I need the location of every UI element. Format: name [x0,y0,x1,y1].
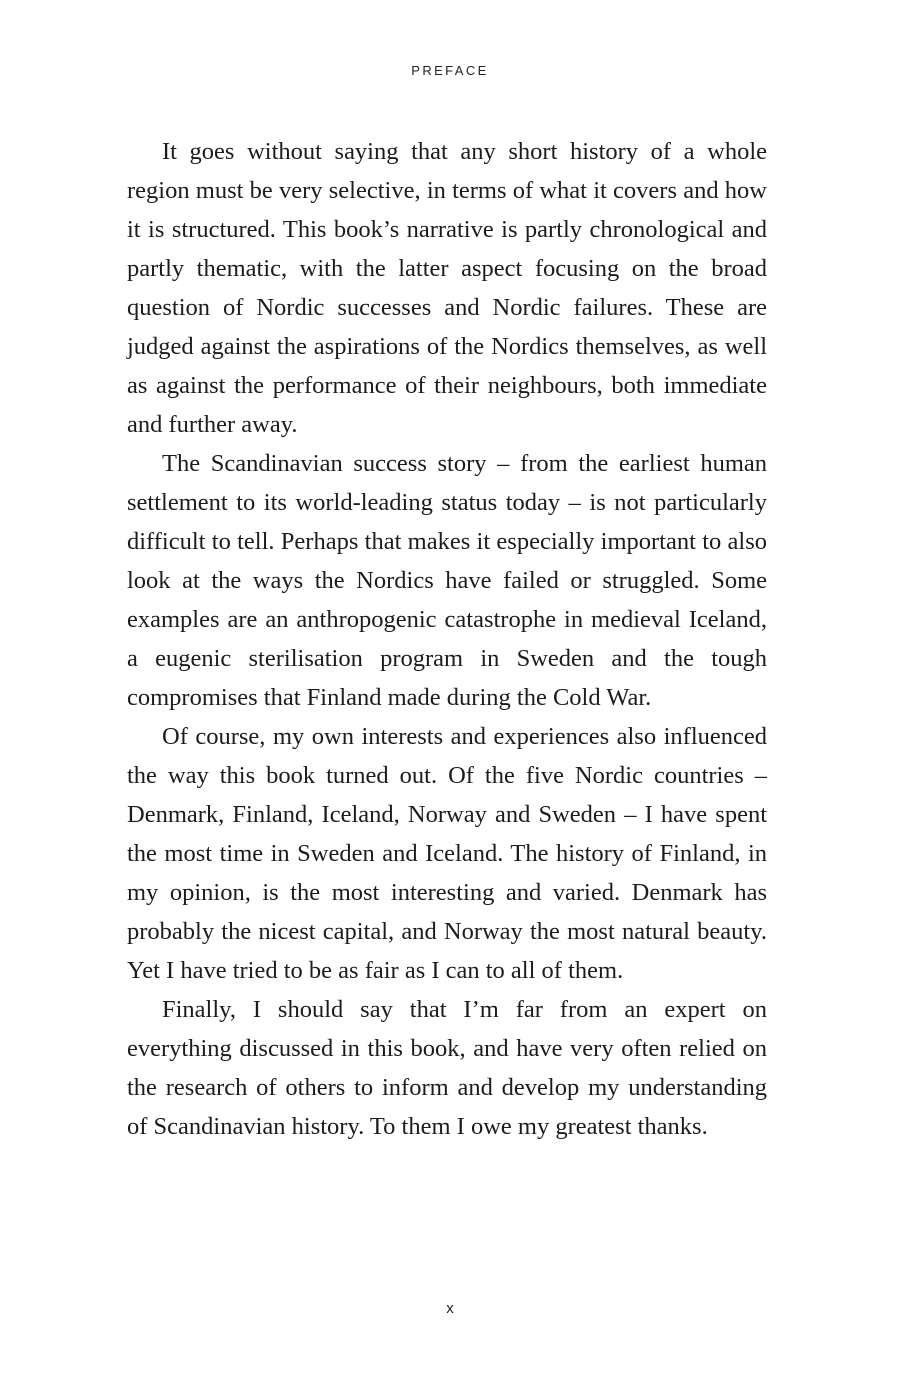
running-head: PREFACE [411,63,489,78]
page-number: x [446,1300,454,1317]
preface-body [127,132,767,1146]
paragraph: Finally, I should say that I’m far from an expert on everything discussed in this book, and have very often relied on the research of others to inform and develop my understanding of Scandinavian history. To them I owe my greatest thanks. [127,996,767,1140]
paragraph: Of course, my own interests and experiences also influenced the way this book turned out. Of the five Nordic countries – Denmark, Finland, Iceland, Norway and Sweden – I have spent the most time in Sweden and Iceland. The history of Finland, in my opinion, is the most interesting and varied. Denmark has probably the nicest capital, and Norway the most natural beauty. Yet I have tried to be as fair as I can to all of them. [127,723,767,984]
paragraph: It goes without saying that any short history of a whole region must be very selective, in terms of what it covers and how it is structured. This book’s narrative is partly chronological and partly thematic, with the latter aspect focusing on the broad question of Nordic successes and Nordic failures. These are judged against the aspirations of the Nordics themselves, as well as against the performance of their neighbours, both immediate and further away. [127,138,767,438]
paragraph: The Scandinavian success story – from the earliest human settlement to its world-leading status today – is not particularly difficult to tell. Perhaps that makes it especially important to also look at the ways the Nordics have failed or struggled. Some examples are an anthropogenic catastrophe in medieval Iceland, a eugenic sterilisation program in Sweden and the tough compromises that Finland made during the Cold War. [127,450,767,711]
